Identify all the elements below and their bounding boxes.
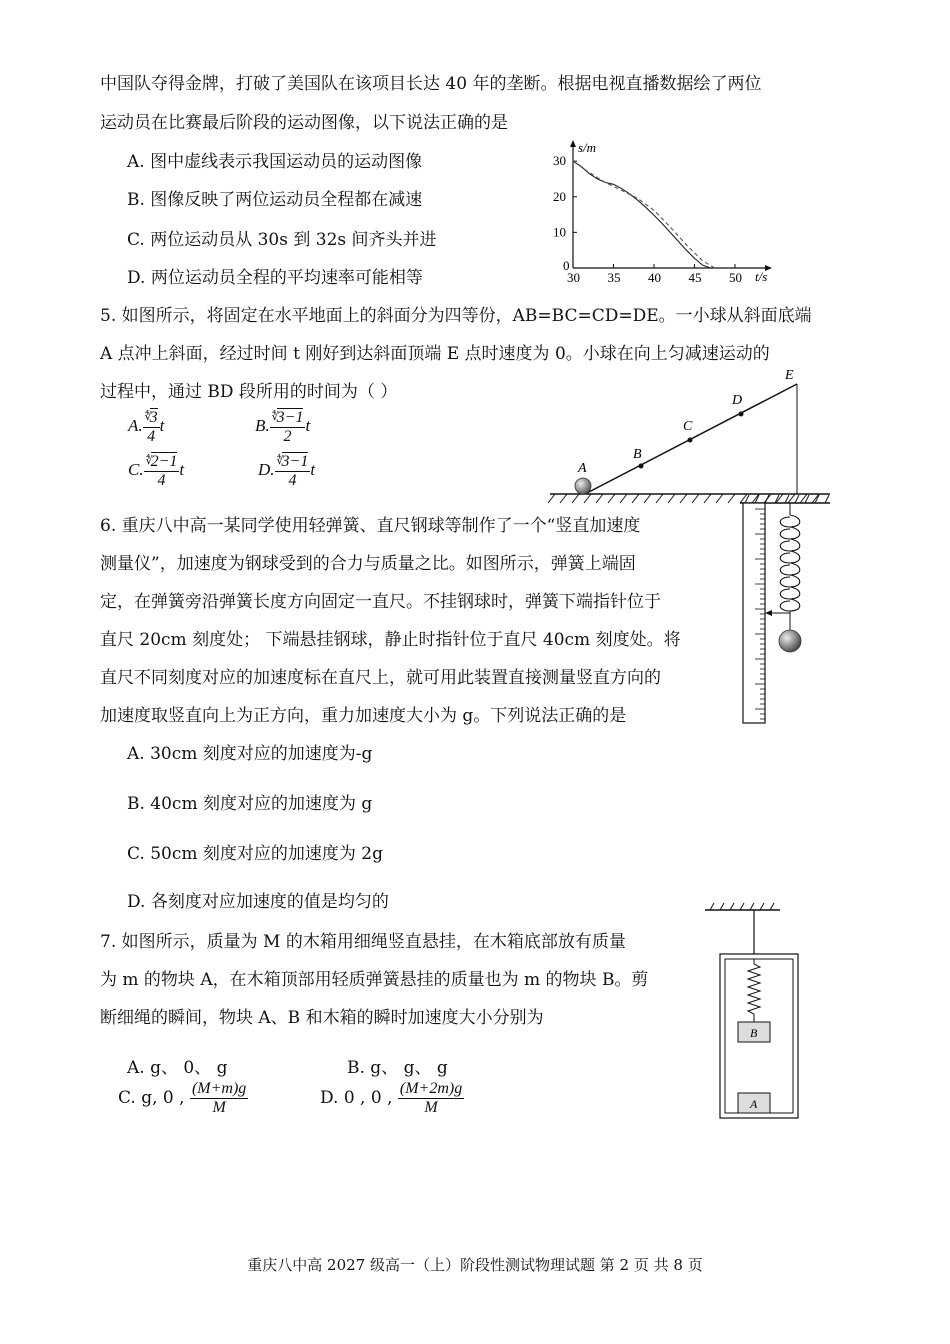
chart-y-arrow — [570, 140, 576, 147]
label-b: B — [633, 447, 642, 462]
q4-option-c: C. 两位运动员从 30s 到 32s 间齐头并进 — [127, 230, 437, 250]
q5-option-c: C. $\frac{^∜2-1}{4}$ t — [128, 453, 185, 489]
chart-series-solid-line — [573, 161, 711, 268]
q5-option-a: A. $\frac{^∜3}{4}$ t — [128, 409, 165, 445]
chart-x-tick-label: 40 — [648, 270, 661, 285]
q5-text-line-1: 5. 如图所示，将固定在水平地面上的斜面分为四等份，AB=BC=CD=DE。一小球从斜面底端 — [100, 306, 812, 326]
q5-option-b-numerator: 3−1 — [276, 409, 304, 426]
q7-text-line-3: 断细绳的瞬间，物块 A、B 和木箱的瞬时加速度大小分别为 — [100, 1008, 544, 1028]
q4-option-a: A. 图中虚线表示我国运动员的运动图像 — [127, 152, 423, 172]
q6-option-c: C. 50cm 刻度对应的加速度为 2g — [127, 844, 383, 864]
steel-ball — [779, 630, 801, 652]
q6-text-line-2: 测量仪”，加速度为钢球受到的合力与质量之比。如图所示，弹簧上端固 — [100, 554, 636, 574]
label-d: D — [732, 393, 743, 408]
q7-text-line-2: 为 m 的物块 A，在木箱顶部用轻质弹簧悬挂的质量也为 m 的物块 B。剪 — [100, 970, 649, 990]
chart-y-tick-label: 10 — [553, 224, 566, 240]
q5-option-c-numerator: 2−1 — [150, 453, 178, 470]
q5-option-a-numerator: 3 — [149, 409, 158, 426]
q4-option-b: B. 图像反映了两位运动员全程都在减速 — [127, 190, 423, 210]
q7-option-d-numerator: (M+2m)g — [399, 1080, 463, 1097]
q5-text-line-3: 过程中，通过 BD 段所用的时间为（ ） — [100, 382, 398, 402]
q7-option-c-numerator: (M+m)g — [191, 1080, 247, 1097]
q7-option-c: C. g, 0 , $\frac{(M+m)g}{M}$ — [118, 1080, 247, 1116]
box-figure — [700, 898, 810, 1148]
box-spring — [748, 959, 760, 1022]
q6-option-b: B. 40cm 刻度对应的加速度为 g — [127, 794, 373, 814]
ball — [575, 478, 591, 494]
block-b-label: B — [750, 1026, 758, 1040]
q4-text-line-1: 中国队夺得金牌，打破了美国队在该项目长达 40 年的垄断。根据电视直播数据绘了两位 — [100, 74, 762, 94]
point-c — [688, 438, 693, 443]
q6-text-line-6: 加速度取竖直向上为正方向，重力加速度大小为 g。下列说法正确的是 — [100, 706, 627, 726]
q6-text-line-1: 6. 重庆八中高一某同学使用轻弹簧、直尺钢球等制作了一个“竖直加速度 — [100, 516, 641, 536]
label-e: E — [785, 368, 794, 383]
label-a: A — [578, 461, 587, 476]
chart-x-tick-label: 45 — [688, 270, 702, 285]
q6-option-a: A. 30cm 刻度对应的加速度为-g — [127, 744, 373, 764]
page-footer: 重庆八中高 2027 级高一（上）阶段性测试物理试题 第 2 页 共 8 页 — [247, 1256, 703, 1274]
chart-x-tick-label: 30 — [567, 270, 580, 285]
chart-x-tick-label: 35 — [607, 270, 621, 285]
block-a-label: A — [750, 1097, 758, 1111]
label-c: C — [683, 419, 693, 434]
q5-option-d-numerator: 3−1 — [281, 453, 309, 470]
chart-x-tick-label: 50 — [729, 270, 742, 285]
point-d — [739, 412, 744, 417]
chart-ylabel: s/m — [578, 140, 597, 155]
q6-option-d: D. 各刻度对应加速度的值是均匀的 — [127, 892, 389, 912]
q6-text-line-4: 直尺 20cm 刻度处； 下端悬挂钢球，静止时指针位于直尺 40cm 刻度处。将 — [100, 630, 681, 650]
q5-text-line-2: A 点冲上斜面，经过时间 t 刚好到达斜面顶端 E 点时速度为 0。小球在向上匀减速运动的 — [100, 344, 770, 364]
chart-xlabel: t/s — [755, 269, 768, 284]
spring — [780, 515, 800, 611]
chart-y-tick-label: 0 — [563, 258, 570, 273]
q5-option-b: B. $\frac{^∜3-1}{2}$ t — [255, 409, 311, 445]
incline-figure — [545, 362, 835, 510]
q7-option-d: D. 0 , 0 , $\frac{(M+2m)g}{M}$ — [320, 1080, 463, 1116]
spring-ruler-figure — [735, 495, 835, 730]
q4-text-line-2: 运动员在比赛最后阶段的运动图像，以下说法正确的是 — [100, 113, 508, 133]
point-b — [639, 464, 644, 469]
q7-text-line-1: 7. 如图所示，质量为 M 的木箱用细绳竖直悬挂，在木箱底部放有质量 — [100, 932, 626, 952]
ruler — [743, 503, 765, 723]
q6-text-line-3: 定，在弹簧旁沿弹簧长度方向固定一直尺。不挂钢球时，弹簧下端指针位于 — [100, 592, 661, 612]
st-chart — [540, 138, 780, 288]
q7-option-b: B. g、 g、 g — [347, 1058, 448, 1078]
q6-text-line-5: 直尺不同刻度对应的加速度标在直尺上，就可用此装置直接测量竖直方向的 — [100, 668, 661, 688]
q4-option-d: D. 两位运动员全程的平均速率可能相等 — [127, 268, 423, 288]
q7-option-a: A. g、 0、 g — [127, 1058, 228, 1078]
q5-option-d: D. $\frac{^∜3-1}{4}$ t — [258, 453, 316, 489]
chart-y-tick-label: 20 — [553, 188, 566, 204]
chart-y-tick-label: 30 — [553, 153, 566, 169]
